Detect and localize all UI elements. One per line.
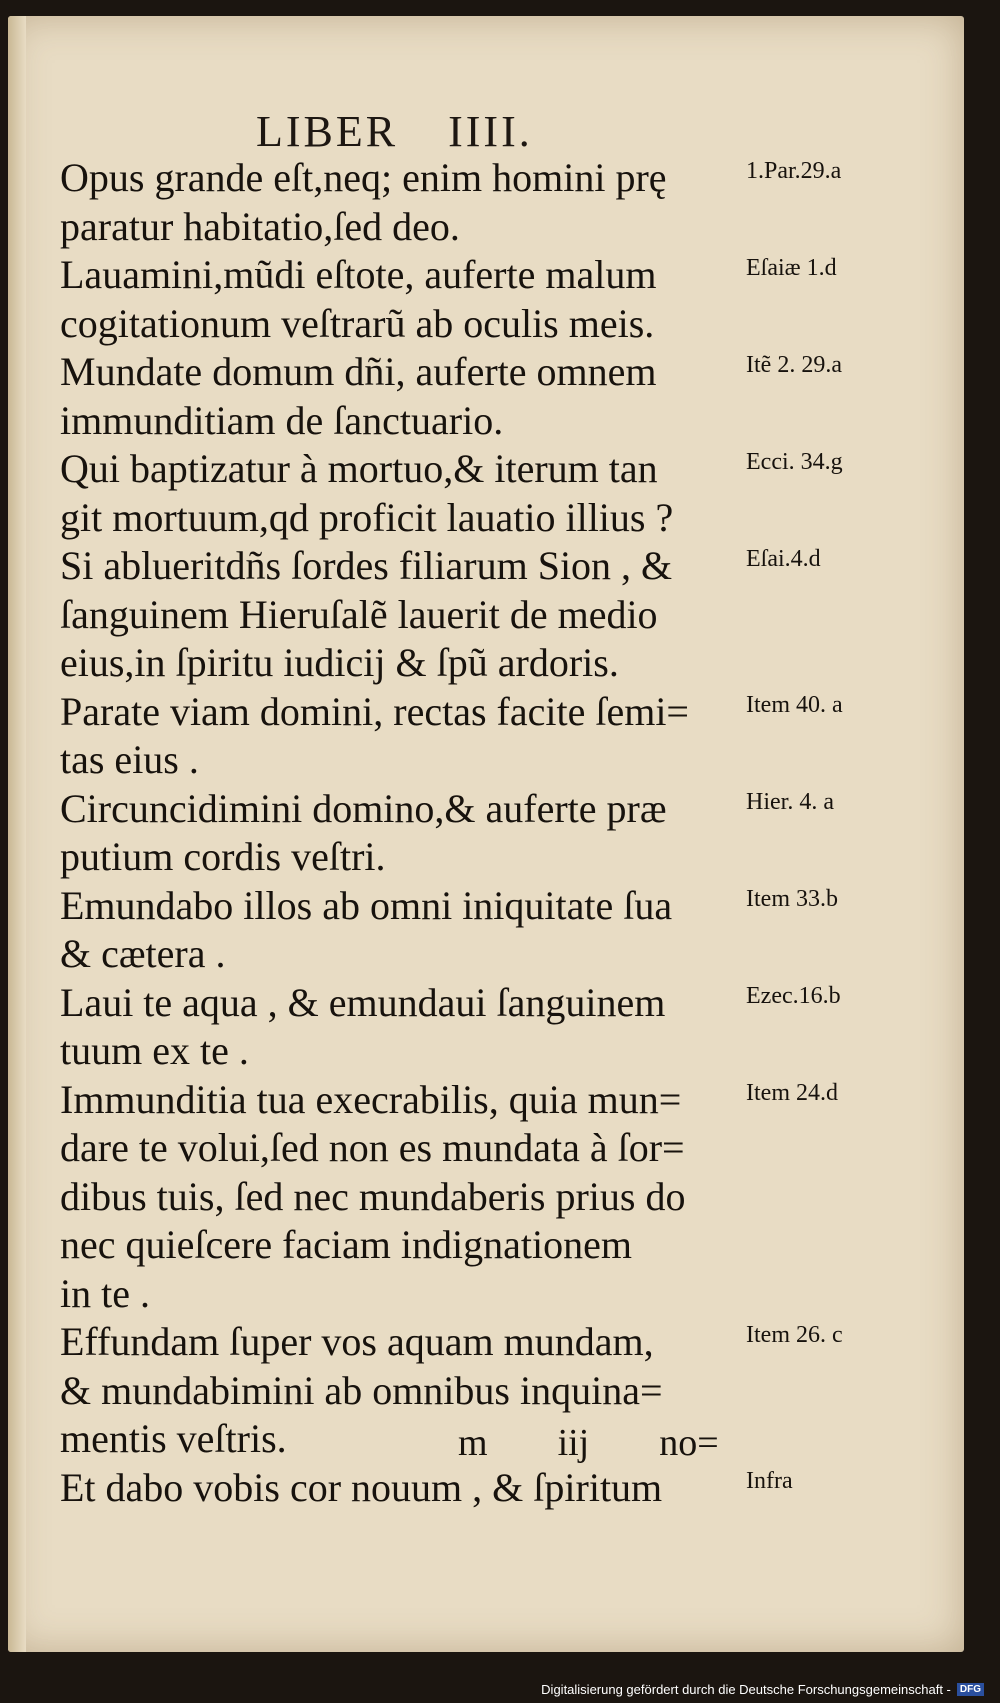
text-line: Emundabo illos ab omni iniquitate ſua	[60, 882, 673, 928]
signature-number: iij	[557, 1422, 590, 1464]
text-line: Effundam ſuper vos aquam mundam,	[60, 1319, 654, 1364]
margin-note: Eſaiæ 1.d	[746, 255, 837, 281]
margin-note: 1.Par.29.a	[746, 158, 842, 184]
signature-catchwords	[458, 1421, 789, 1465]
margin-note: Ezec.16.b	[746, 982, 841, 1009]
signature-mark: m	[458, 1422, 488, 1464]
margin-note: Ecci. 34.g	[746, 449, 843, 475]
text-line: Mundate domum dñi, auferte omnem	[60, 349, 657, 394]
text-line: Laui te aqua , & emundaui ſanguinem	[60, 979, 666, 1025]
text-line: paratur habitatio,ſed deo.	[60, 203, 460, 249]
margin-note: Itẽ 2. 29.a	[746, 352, 842, 378]
text-line: dibus tuis, ſed nec mundaberis prius do	[60, 1173, 686, 1219]
text-line: tas eius .	[60, 737, 199, 782]
text-line: eius,in ſpiritu iudicij & ſpũ ardoris.	[60, 640, 619, 685]
catchword: no=	[659, 1422, 719, 1464]
text-line: tuum ex te .	[60, 1028, 249, 1073]
text-line: in te .	[60, 1270, 150, 1316]
text-line: Si ablueritdñs ſordes filiarum Sion , &	[60, 543, 673, 588]
page-edge	[8, 16, 26, 1652]
running-header	[256, 106, 583, 157]
text-line: & mundabimini ab omnibus inquina=	[60, 1367, 663, 1413]
main-text	[60, 154, 740, 1512]
text-line: & cætera .	[60, 931, 226, 976]
text-line: cogitationum veſtrarũ ab oculis meis.	[60, 300, 655, 346]
margin-note: Hier. 4. a	[746, 788, 834, 815]
dfg-logo-icon: DFG	[957, 1683, 984, 1696]
text-line: Lauamini,mũdi eſtote, auferte malum	[60, 252, 657, 297]
margin-note: Eſai.4.d	[746, 546, 821, 572]
margin-note: Item 40. a	[746, 691, 843, 718]
header-liber: LIBER	[256, 107, 399, 156]
text-line: Immunditia tua execrabilis, quia mun=	[60, 1076, 682, 1122]
text-line: git mortuum,qd proficit lauatio illius ?	[60, 494, 674, 540]
text-line: nec quieſcere faciam indignationem	[60, 1222, 632, 1267]
margin-note: Item 26. c	[746, 1322, 843, 1348]
book-page	[8, 16, 964, 1652]
margin-note: Infra	[746, 1467, 793, 1494]
header-number: IIII.	[448, 107, 533, 156]
text-line: dare te volui,ſed non es mundata à ſor=	[60, 1125, 685, 1170]
text-line: ſanguinem Hieruſalẽ lauerit de medio	[60, 591, 658, 637]
text-line: Qui baptizatur à mortuo,& iterum tan	[60, 446, 658, 491]
text-line: mentis veſtris.	[60, 1416, 287, 1461]
credit-text: Digitalisierung gefördert durch die Deutsche Forschungsgemeinschaft -	[541, 1682, 951, 1697]
text-line: Et dabo vobis cor nouum , & ſpiritum	[60, 1464, 663, 1510]
text-line: Circuncidimini domino,& auferte præ	[60, 785, 667, 831]
digitization-credit	[541, 1682, 984, 1697]
margin-note: Item 24.d	[746, 1079, 838, 1106]
text-line: Parate viam domini, rectas facite ſemi=	[60, 688, 689, 734]
text-line: Opus grande eſt,neq; enim homini prę	[60, 155, 667, 200]
text-line: immunditiam de ſanctuario.	[60, 397, 504, 443]
text-line: putium cordis veſtri.	[60, 834, 386, 879]
margin-note: Item 33.b	[746, 885, 838, 912]
